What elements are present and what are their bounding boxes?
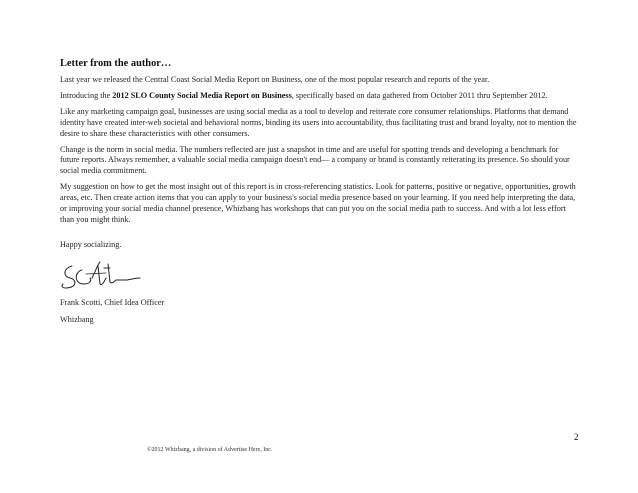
signer-name-title: Frank Scotti, Chief Idea Officer	[60, 297, 165, 307]
closing-line: Happy socializing.	[60, 239, 122, 249]
paragraph-marketing: Like any marketing campaign goal, businesses are using social media as a tool to develop and reiterate core consumer relationships. Platforms that demand identity have created inter-web societal and behavioral norms, binding its users into accountability, thus facilitating trust and brand loyalty, not to mention the desire to share these characteristics with other consumers.	[60, 106, 577, 138]
paragraph-introducing	[60, 91, 580, 102]
page-number: 2	[574, 432, 579, 442]
paragraph-introducing-tail: , specifically based on data gathered from October 2011 thru September 2012.	[291, 90, 548, 100]
letter-body	[60, 57, 580, 331]
company-name: Whizbang	[60, 314, 94, 324]
footer-copyright: ©2012 Whizbang, a division of Advertise Here, Inc.	[147, 447, 273, 453]
paragraph-intro: Last year we released the Central Coast Social Media Report on Business, one of the most popular research and reports of the year.	[60, 75, 490, 84]
signature-image	[60, 256, 580, 296]
paragraph-suggestion: My suggestion on how to get the most insight out of this report is in cross-referencing statistics. Look for patterns, positive or negative, opportunities, growth areas, etc. Then create action items that you can apply to your business's social media presence based on your learning. If you need help interpreting the data, or improving your social media channel presence, Whizbang has workshops that can put you on the social media path to success. And with a lot less effort than you might think.	[60, 182, 576, 224]
paragraph-introducing-lead: Introducing the	[60, 90, 113, 100]
letter-heading: Letter from the author…	[60, 58, 172, 69]
report-title: 2012 SLO County Social Media Report on Business	[112, 90, 292, 100]
paragraph-change: Change is the norm in social media. The numbers reflected are just a snapshot in time and are useful for spotting trends and developing a benchmark for future reports. Always remember, a valuable social media campaign doesn't end— a company or brand is constantly reiterating its presence. So should your social media commitment.	[60, 144, 570, 176]
